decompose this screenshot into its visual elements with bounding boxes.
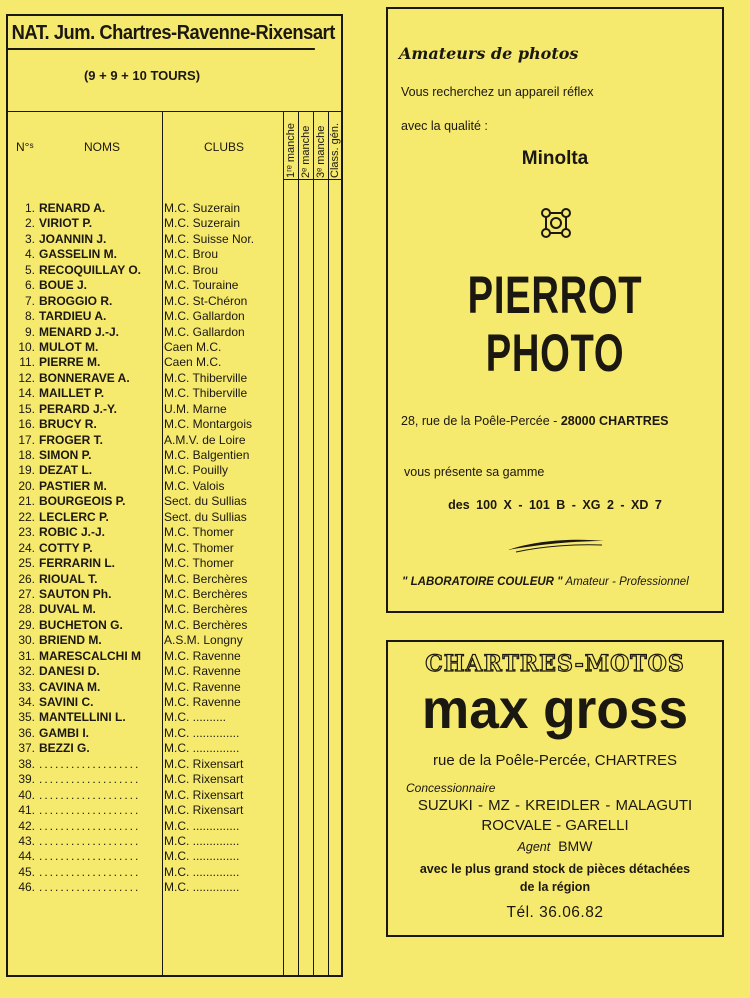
row-number: 5. [24,262,35,277]
row-number: 30. [18,633,35,648]
rider-name: BRIEND M. [39,633,102,648]
header-noms: NOMS [84,140,120,154]
table-row [8,340,343,355]
lab-bold: " LABORATOIRE COULEUR " [402,576,563,588]
table-row [8,834,343,849]
table-row [8,263,343,278]
rider-club: A.M.V. de Loire [164,432,246,447]
race-entry-table [6,14,343,977]
table-row [8,849,343,864]
row-number: 38. [18,756,35,771]
table-row [8,726,343,741]
table-row [8,788,343,803]
rider-club: M.C. Rixensart [164,787,244,802]
shop-name-line-1: PIERROT [467,266,643,325]
table-row [8,448,343,463]
rider-club: M.C. Rixensart [164,772,244,787]
agent-brand: BMW [558,838,593,854]
table-row [8,525,343,540]
tours-subtitle: (9 + 9 + 10 TOURS) [83,68,201,83]
rider-club: M.C. .......... [164,710,227,725]
rider-club: M.C. Brou [164,262,219,277]
rider-name-blank: ................... [39,833,141,848]
rider-name: MULOT M. [39,339,99,354]
rider-club: M.C. .............. [164,880,240,895]
lab-rest: Amateur - Professionnel [562,576,689,588]
rider-club: M.C. Berchères [164,586,248,601]
row-number: 31. [18,648,35,663]
row-number: 26. [18,571,35,586]
rider-name: GASSELIN M. [39,247,118,262]
stock-line-1: avec le plus grand stock de pièces détachées [419,862,691,876]
table-row [8,325,343,340]
table-row [8,216,343,231]
table-row [8,556,343,571]
table-row [8,510,343,525]
rider-name: BRUCY R. [39,417,97,432]
rider-name-blank: ................... [39,818,141,833]
row-number: 28. [18,602,35,617]
brand-name: Minolta [521,148,589,169]
table-row [8,402,343,417]
rider-club: M.C. Pouilly [164,463,229,478]
rider-name: PERARD J.-Y. [39,401,118,416]
rider-name: FROGER T. [39,432,104,447]
rider-name: BEZZI G. [39,741,90,756]
row-number: 33. [18,679,35,694]
rider-name: ROBIC J.-J. [39,525,106,540]
rider-name-blank: ................... [39,880,141,895]
table-row [8,587,343,602]
row-number: 23. [18,525,35,540]
table-row [8,294,343,309]
header-manche3: 3ᵉ manche [315,125,327,178]
rider-club: M.C. .............. [164,849,240,864]
rider-club: M.C. Ravenne [164,695,241,709]
rider-club: M.C. Rixensart [164,756,244,771]
row-number: 9. [24,324,35,339]
rider-name: RECOQUILLAY O. [39,262,142,277]
table-row [8,633,343,648]
table-row [8,541,343,556]
header-num: N°ˢ [16,140,34,154]
dealer-address: rue de la Poêle-Percée, CHARTRES [433,752,677,769]
header-manche1: 1ʳᵉ manche [285,122,297,178]
rider-name-blank: ................... [39,756,141,771]
row-number: 43. [18,833,35,848]
rider-club: M.C. Berchères [164,602,248,617]
row-number: 41. [18,803,35,818]
row-number: 6. [24,278,35,293]
rider-name: RENARD A. [39,201,106,215]
rider-name-blank: ................... [39,864,141,879]
rider-name: RIOUAL T. [39,571,98,586]
table-row [8,309,343,324]
row-number: 11. [19,355,35,370]
address-street: 28, rue de la Poêle-Percée - [401,414,561,428]
rider-name-blank: ................... [39,787,141,802]
rider-club: M.C. Suzerain [164,216,241,231]
concessionnaire-label: Concessionnaire [406,781,496,795]
rider-name: MANTELLINI L. [39,710,126,725]
rider-name: DEZAT L. [39,463,93,478]
row-number: 1. [24,201,35,215]
rider-name: BOURGEOIS P. [39,494,126,509]
table-row [8,463,343,478]
agent-label: Agent [517,840,551,854]
row-number: 21. [18,494,35,509]
brands-line-1: SUZUKI - MZ - KREIDLER - MALAGUTI [417,797,693,814]
rider-club: M.C. .............. [164,864,240,879]
table-row [8,819,343,834]
rider-name-blank: ................... [39,772,141,787]
rider-name: SAVINI C. [39,695,94,709]
row-number: 14. [18,386,35,401]
rider-club: M.C. .............. [164,818,240,833]
rider-name: TARDIEU A. [39,309,107,324]
table-row [8,741,343,756]
table-title: NAT. Jum. Chartres-Ravenne-Rixensart [8,16,315,50]
rider-club: M.C. Brou [164,247,219,262]
rider-club: A.S.M. Longny [164,633,243,648]
camera-range: des 100 X - 101 B - XG 2 - XD 7 [448,498,662,512]
rider-club: M.C. .............. [164,725,240,740]
row-number: 18. [18,448,35,462]
table-row [8,680,343,695]
table-row [8,695,343,710]
row-number: 12. [18,370,35,385]
row-number: 8. [24,309,35,324]
table-row [8,494,343,509]
row-number: 46. [18,880,35,895]
row-number: 29. [18,617,35,632]
rider-club: M.C. Suisse Nor. [164,231,255,246]
shop-name [435,267,675,383]
row-number: 10. [18,339,35,354]
ad-heading: Amateurs de photos [399,44,579,63]
table-row [8,355,343,370]
row-number: 17. [18,432,35,447]
rider-name: BUCHETON G. [39,617,123,632]
rider-club: M.C. Montargois [164,417,253,432]
rider-club: U.M. Marne [164,401,227,416]
table-rows [8,201,343,896]
rider-name: JOANNIN J. [39,231,107,246]
rider-club: M.C. Thomer [164,540,234,555]
row-number: 42. [18,818,35,833]
rider-club: M.C. Berchères [164,617,248,632]
row-number: 16. [18,417,35,432]
row-number: 22. [18,509,35,524]
row-number: 36. [18,725,35,740]
table-row [8,602,343,617]
table-row [8,865,343,880]
minolta-logo-icon [538,205,574,241]
lab-line [388,576,736,588]
rider-club: M.C. Thiberville [164,370,248,385]
dealer-name: max gross [421,677,689,740]
row-number: 19. [18,463,35,478]
table-row [8,417,343,432]
agent-line [388,838,722,854]
rider-name: BONNERAVE A. [39,370,130,385]
address-city: 28000 CHARTRES [560,414,669,428]
rider-club: M.C. Thiberville [164,386,248,401]
rider-club: M.C. .............. [164,833,240,848]
table-row [8,371,343,386]
rider-name: DUVAL M. [39,602,96,617]
rider-name: BROGGIO R. [39,293,113,308]
phone-number: Tél. 36.06.82 [506,904,604,921]
table-row [8,664,343,679]
ad-line-1: Vous recherchez un appareil réflex [401,85,594,99]
rider-name-blank: ................... [39,803,141,818]
rider-club: M.C. Rixensart [164,803,244,818]
row-number: 37. [18,741,35,756]
rider-name: SAUTON Ph. [39,586,112,601]
header-clubs: CLUBS [204,140,245,154]
header-manche2: 2ᵉ manche [300,125,312,178]
row-number: 25. [18,556,35,571]
rider-club: M.C. Ravenne [164,648,241,663]
table-row [8,649,343,664]
table-row [8,201,343,216]
rider-club: M.C. Ravenne [164,679,241,694]
table-row [8,880,343,895]
row-number: 7. [24,293,35,308]
ad-line-2: avec la qualité : [401,119,488,133]
table-row [8,386,343,401]
row-number: 2. [24,216,35,231]
rider-club: M.C. Gallardon [164,309,245,324]
rider-name: PASTIER M. [39,478,107,493]
row-number: 20. [18,478,35,493]
rider-name: CAVINA M. [39,679,101,694]
table-row [8,772,343,787]
table-row [8,572,343,587]
rider-club: M.C. Gallardon [164,324,245,339]
rider-club: M.C. Thomer [164,556,234,571]
table-row [8,710,343,725]
table-row [8,757,343,772]
rider-name: LECLERC P. [39,509,109,524]
row-number: 45. [18,864,35,879]
pierrot-photo-ad [386,7,724,613]
row-number: 32. [18,664,35,679]
row-number: 27. [18,586,35,601]
rider-name: FERRARIN L. [39,556,115,571]
rider-club: M.C. Suzerain [164,201,241,215]
rider-name: MARESCALCHI M [39,648,141,663]
table-row [8,803,343,818]
presents-line: vous présente sa gamme [404,465,545,479]
rider-club: Sect. du Sullias [164,494,247,509]
row-number: 4. [24,247,35,262]
rider-club: M.C. Balgentien [164,448,250,462]
shop-address [388,414,735,428]
table-row [8,232,343,247]
rider-club: Sect. du Sullias [164,509,247,524]
header-bottom-rule [284,179,343,180]
row-number: 39. [18,772,35,787]
rider-club: M.C. Valois [164,478,225,493]
rider-club: M.C. Touraine [164,278,239,293]
table-row [8,433,343,448]
chartres-motos-ad [386,640,724,937]
shop-name-line-2: PHOTO [485,324,625,383]
rider-club: M.C. Thomer [164,525,234,540]
row-number: 35. [18,710,35,725]
stock-line-2: de la région [519,880,591,894]
row-number: 44. [18,849,35,864]
rider-name-blank: ................... [39,849,141,864]
row-number: 3. [24,231,35,246]
motos-heading: CHARTRES-MOTOS [425,651,685,677]
swoosh-icon [506,537,606,553]
rider-club: M.C. .............. [164,741,240,756]
row-number: 40. [18,787,35,802]
rider-name: DANESI D. [39,664,100,679]
table-row [8,247,343,262]
rider-name: MAILLET P. [39,386,105,401]
row-number: 24. [18,540,35,555]
rider-name: PIERRE M. [39,355,101,370]
table-row [8,479,343,494]
rider-name: BOUE J. [39,278,88,293]
table-row [8,278,343,293]
row-number: 15. [18,401,35,416]
rider-name: SIMON P. [39,448,92,462]
rider-club: M.C. St-Chéron [164,293,248,308]
rider-club: Caen M.C. [164,339,222,354]
header-rule [8,111,343,112]
header-classement: Class. gén. [329,122,341,178]
rider-name: COTTY P. [39,540,93,555]
rider-club: Caen M.C. [164,355,222,370]
rider-name: MENARD J.-J. [39,324,120,339]
table-row [8,618,343,633]
rider-club: M.C. Berchères [164,571,248,586]
rider-club: M.C. Ravenne [164,664,241,679]
row-number: 34. [18,695,35,709]
rider-name: GAMBI I. [39,725,89,740]
rider-name: VIRIOT P. [39,216,93,231]
brands-line-2: ROCVALE - GARELLI [481,817,629,834]
